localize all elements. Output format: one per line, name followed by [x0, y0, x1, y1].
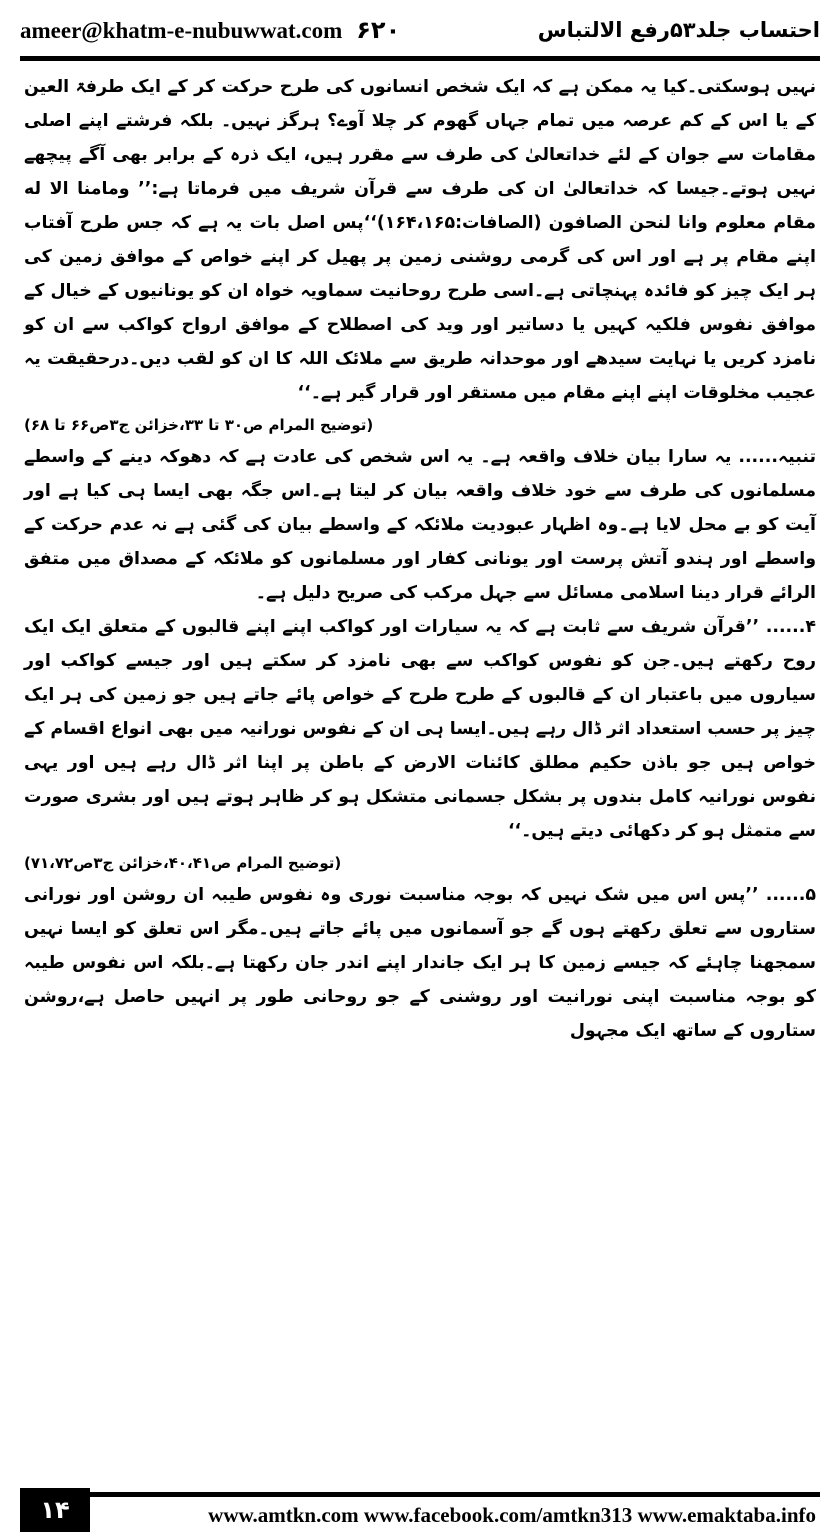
header-left — [20, 16, 400, 44]
citation-1: (توضیح المرام ص۳۰ تا ۳۳،خزائن ج۳ص۶۶ تا ۶۸) — [24, 416, 374, 434]
header-email[interactable]: ameer@khatm-e-nubuwwat.com — [20, 18, 343, 43]
paragraph-3: ۴...... ’’قرآن شریف سے ثابت ہے کہ یہ سیارات اور کواکب اپنے اپنے قالبوں کے متعلق ایک ایک روح رکھتے ہیں۔جن کو نفوس کواکب سے بھی نامزد کر سکتے ہیں اور جیسے کواکب اور سیاروں میں باعتبار ان کے قالبوں کے طرح طرح کے خواص پائے جاتے ہیں جو زمین کی ہر ایک چیز پر حسب استعداد اثر ڈال رہے ہیں۔ایسا ہی ان کے نفوس نورانیہ میں بھی انواع اقسام کے خواص ہیں جو باذن حکیم مطلق کائنات الارض کے باطن پر اپنا اثر ڈال رہے ہیں اور یہی نفوس نورانیہ کامل بندوں پر بشکل جسمانی متشکل ہو کر ظاہر ہوتے ہیں اور بشری صورت سے متمثل ہو کر دکھائی دیتے ہیں۔‘‘ — [24, 617, 817, 841]
header-page-number: ۶۲۰ — [356, 16, 401, 44]
paragraph-2: تنبیہ...... یہ سارا بیان خلاف واقعہ ہے۔ یہ اس شخص کی عادت ہے کہ دھوکہ دینے کے واسطے مسلمانوں کی طرف سے خود خلاف واقعہ بیان کر لیتا ہے۔اس جگہ بھی ایسا ہی کیا ہے اور آیت کو بے محل لایا ہے۔وہ اظہار عبودیت ملائکہ کے واسطے بیان کی گئی ہے نہ عدم حرکت کے واسطے اور ہندو آتش پرست اور یونانی کفار اور مسلمانوں کو ملائکہ کے مصداق میں متفق الرائے قرار دینا اسلامی مسائل سے جہل مرکب کی صریح دلیل ہے۔ — [24, 447, 816, 603]
citation-2: (توضیح المرام ص۴۰،۴۱،خزائن ج۳ص۷۱،۷۲) — [24, 854, 342, 872]
page-body — [24, 70, 816, 1470]
footer-links[interactable]: www.amtkn.com www.facebook.com/amtkn313 www.emaktaba.info — [208, 1503, 816, 1527]
paragraph-1: نہیں ہوسکتی۔کیا یہ ممکن ہے کہ ایک شخص انسانوں کی طرح حرکت کر کے ایک طرفۃ العین کے یا اس کے کم عرصہ میں تمام جہاں گھوم کر چلا آوے؟ ہرگز نہیں۔ بلکہ فرشتے اپنے اصلی مقامات سے جوان کے لئے خداتعالیٰ کی طرف سے مقرر ہیں، ایک ذرہ کے برابر بھی آگے پیچھے نہیں ہوتے۔جیسا کہ خداتعالیٰ ان کی طرف سے قرآن شریف میں فرماتا ہے:’’ ومامنا الا له مقام معلوم وانا لنحن الصافون (الصافات:۱۶۴،۱۶۵)‘‘پس اصل بات یہ ہے کہ جس طرح آفتاب اپنے مقام پر ہے اور اس کی گرمی روشنی زمین پر پھیل کر اپنے خواص کے موافق زمین کی ہر ایک چیز کو فائدہ پہنچاتی ہے۔اسی طرح روحانیت سماویہ خواہ ان کو یونانیوں کے خیال کے موافق نفوس فلکیہ کہیں یا دساتیر اور وید کی اصطلاح کے موافق ارواح کواکب سے ان کو نامزد کریں یا نہایت سیدھے اور موحدانہ طریق سے ملائک اللہ کا ان کو لقب دیں۔درحقیقت یہ عجیب مخلوقات اپنے اپنے مقام میں مستقر اور قرار گیر ہے۔‘‘ — [24, 77, 816, 403]
header-rule — [20, 56, 820, 61]
footer-rule — [90, 1492, 820, 1497]
page-header — [20, 10, 820, 50]
paragraph-4: ۵...... ’’پس اس میں شک نہیں کہ بوجہ مناسبت نوری وہ نفوس طیبہ ان روشن اور نورانی ستاروں سے تعلق رکھتے ہوں گے جو آسمانوں میں پائے جاتے ہیں۔مگر اس تعلق کو ایسا نہیں سمجھنا چاہئے کہ جیسے زمین کا ہر ایک جاندار اپنے اندر جان رکھتا ہے۔بلکہ اس نفوس طیبہ کو بوجہ مناسبت اپنی نورانیت اور روشنی کے جو روحانی طور پر انہیں حاصل ہے،روشن ستاروں کے ساتھ ایک مجہول — [24, 885, 816, 1041]
page-footer — [20, 1488, 820, 1532]
footer-right — [90, 1488, 820, 1532]
footer-page-index: ۱۴ — [20, 1488, 90, 1532]
header-title: احتساب جلد۵۳رفع الالتباس — [537, 18, 820, 42]
